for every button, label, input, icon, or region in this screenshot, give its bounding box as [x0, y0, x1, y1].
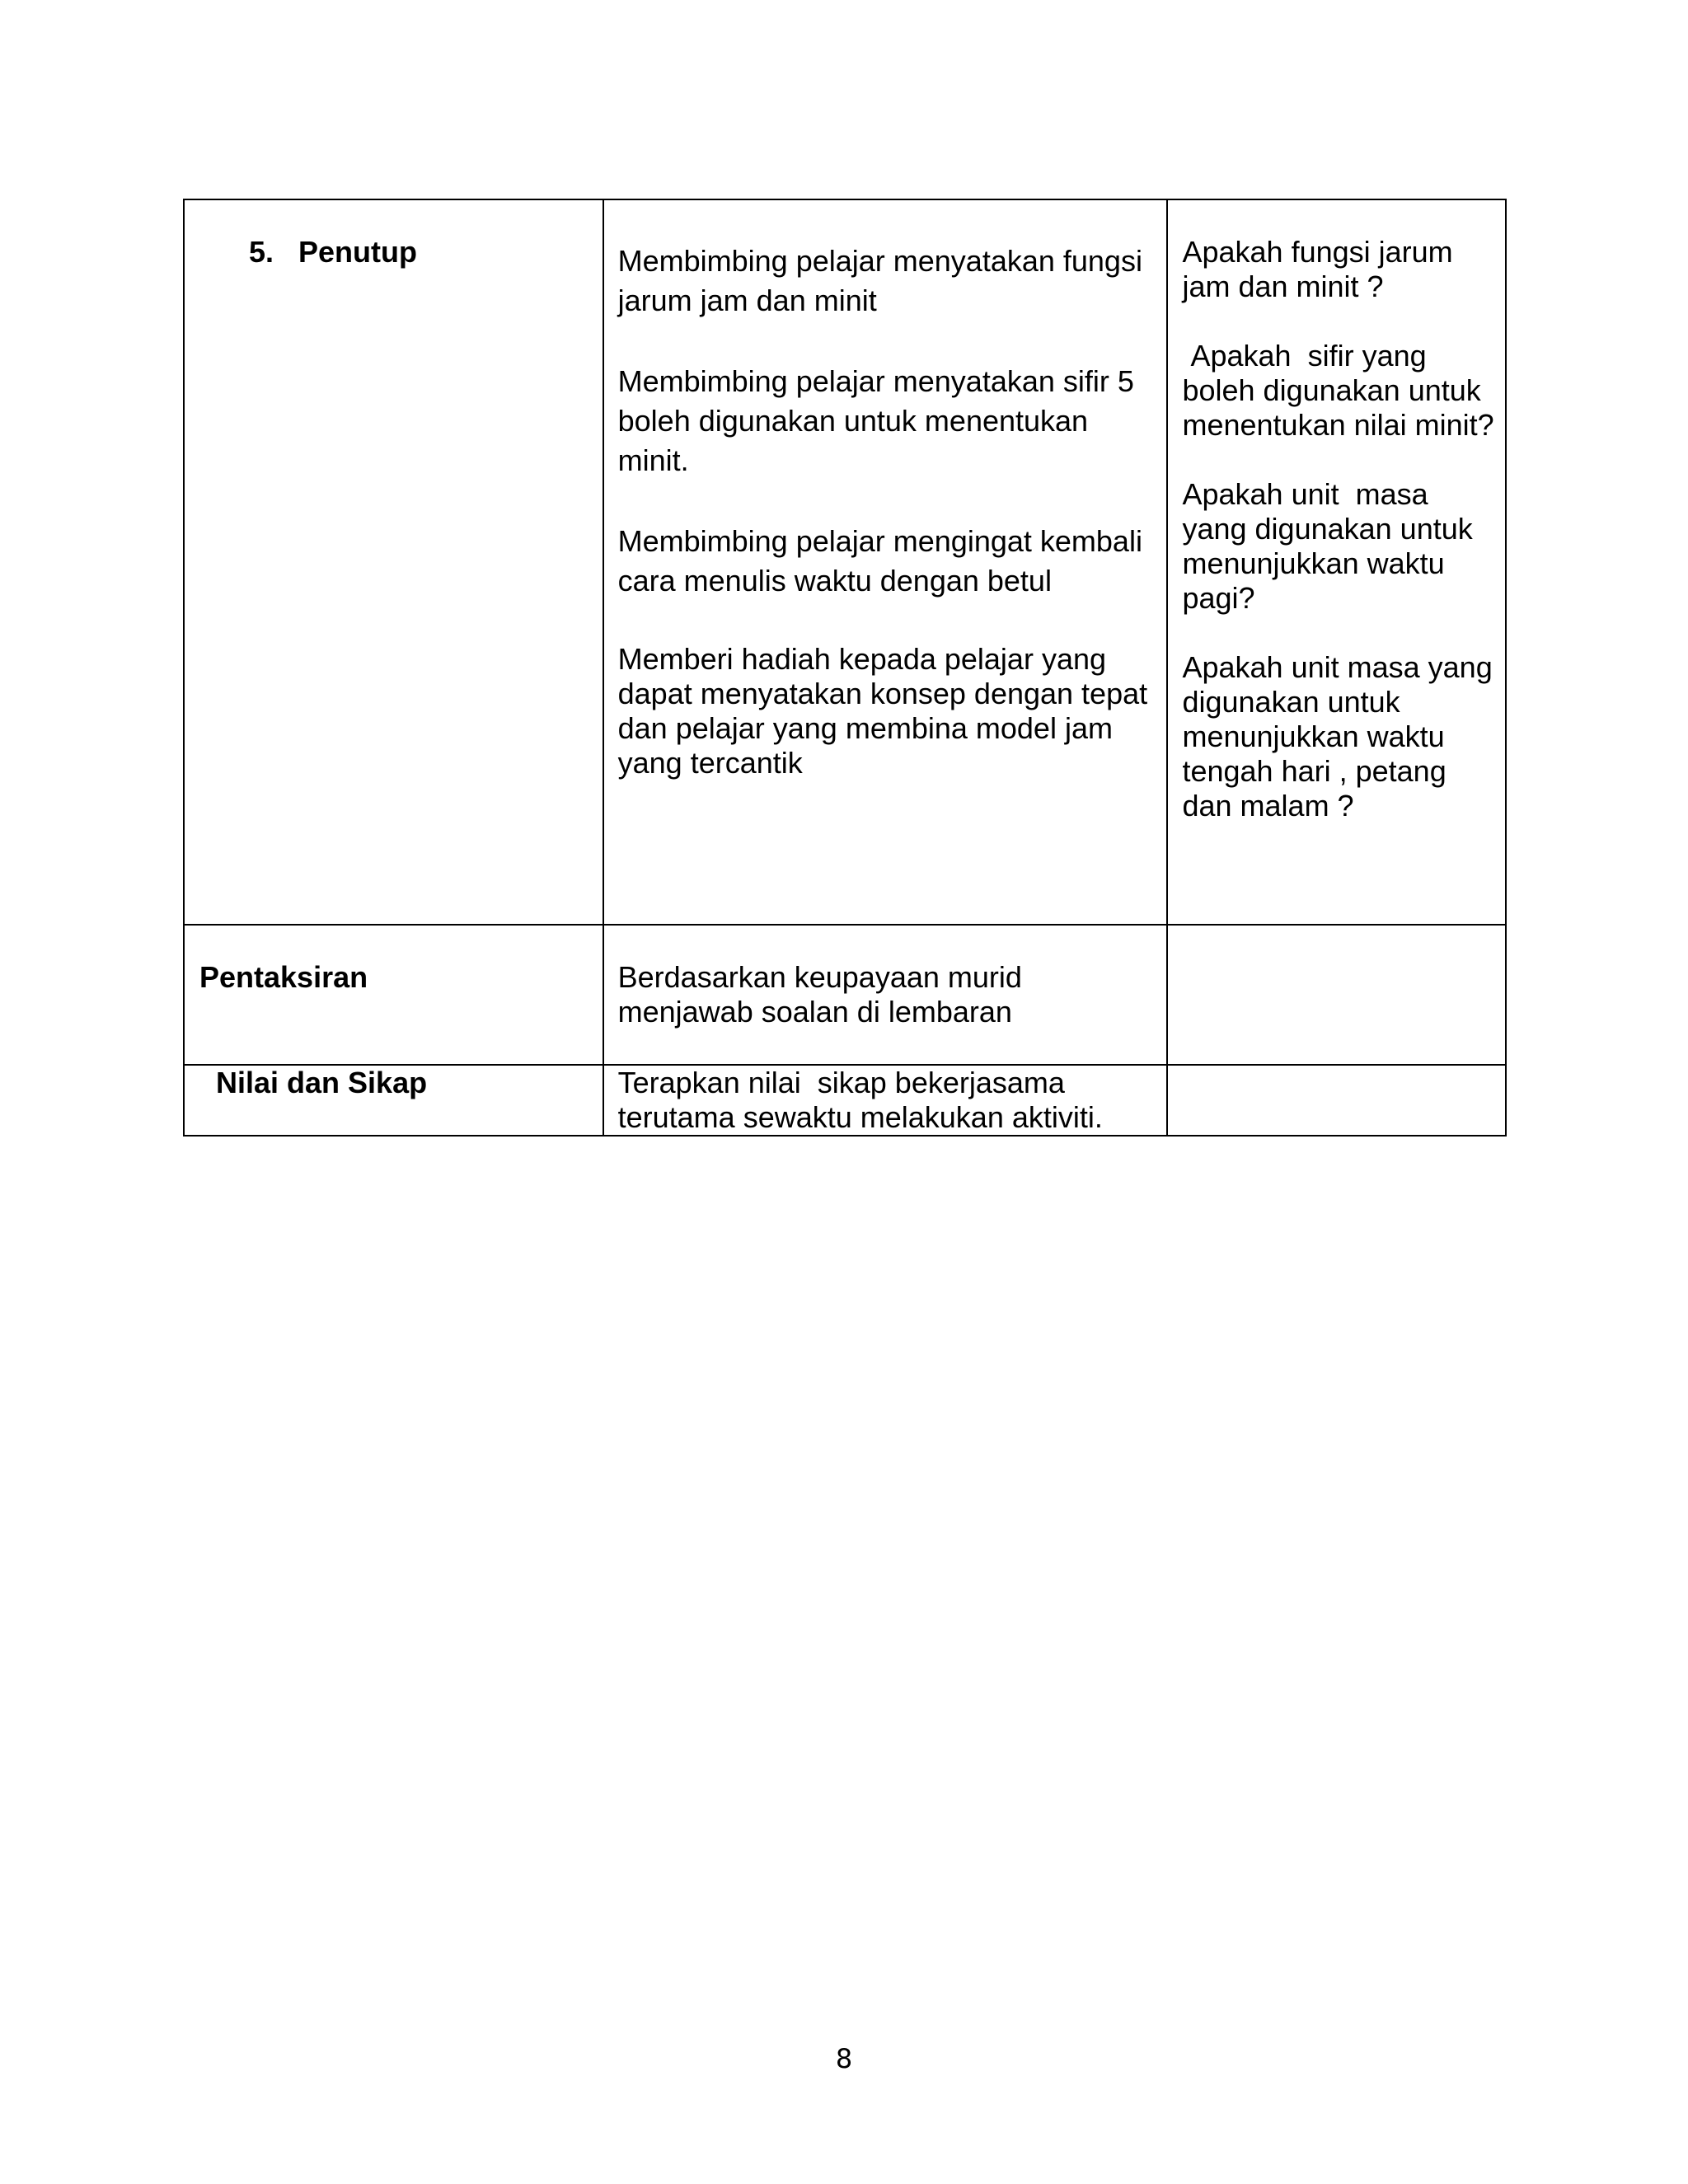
- question-item: Apakah sifir yang boleh digunakan untuk menentukan nilai minit?: [1182, 339, 1494, 442]
- assessment-label-cell: [184, 925, 603, 1065]
- stage-title: Penutup: [298, 235, 417, 269]
- values-text: Terapkan nilai sikap bekerjasama terutama sewaktu melakukan aktiviti.: [617, 1066, 1103, 1134]
- question-item: Apakah unit masa yang digunakan untuk menunjukkan waktu pagi?: [1182, 477, 1481, 615]
- question-item: Apakah unit masa yang digunakan untuk menunjukkan waktu tengah hari , petang dan malam ?: [1182, 650, 1501, 823]
- assessment-notes-cell: [1167, 925, 1506, 1065]
- activity-item: Membimbing pelajar mengingat kembali cara menulis waktu dengan betul: [617, 524, 1142, 598]
- activity-item: Memberi hadiah kepada pelajar yang dapat menyatakan konsep dengan tepat dan pelajar yang membina model jam yang tercantik: [617, 642, 1148, 780]
- stage-cell: [184, 199, 603, 925]
- lesson-plan-table: [183, 199, 1507, 1137]
- assessment-row: [184, 925, 1506, 1065]
- values-label-cell: [184, 1065, 603, 1136]
- activity-item: Membimbing pelajar menyatakan sifir 5 boleh digunakan untuk menentukan minit.: [617, 364, 1134, 477]
- values-row: [184, 1065, 1506, 1136]
- activity-item: Membimbing pelajar menyatakan fungsi jarum jam dan minit: [617, 244, 1142, 317]
- assessment-text: Berdasarkan keupayaan murid menjawab soalan di lembaran: [617, 960, 1022, 1029]
- values-label: Nilai dan Sikap: [216, 1066, 428, 1099]
- page-number: 8: [835, 2043, 853, 2074]
- activities-cell: [603, 199, 1168, 925]
- values-notes-cell: [1167, 1065, 1506, 1136]
- stage-number: 5.: [249, 235, 274, 269]
- stage-heading: [185, 200, 603, 269]
- assessment-label: Pentaksiran: [199, 960, 368, 994]
- question-item: Apakah fungsi jarum jam dan minit ?: [1182, 235, 1461, 303]
- values-text-cell: [603, 1065, 1168, 1136]
- assessment-text-cell: [603, 925, 1168, 1065]
- questions-cell: [1167, 199, 1506, 925]
- closing-stage-row: [184, 199, 1506, 925]
